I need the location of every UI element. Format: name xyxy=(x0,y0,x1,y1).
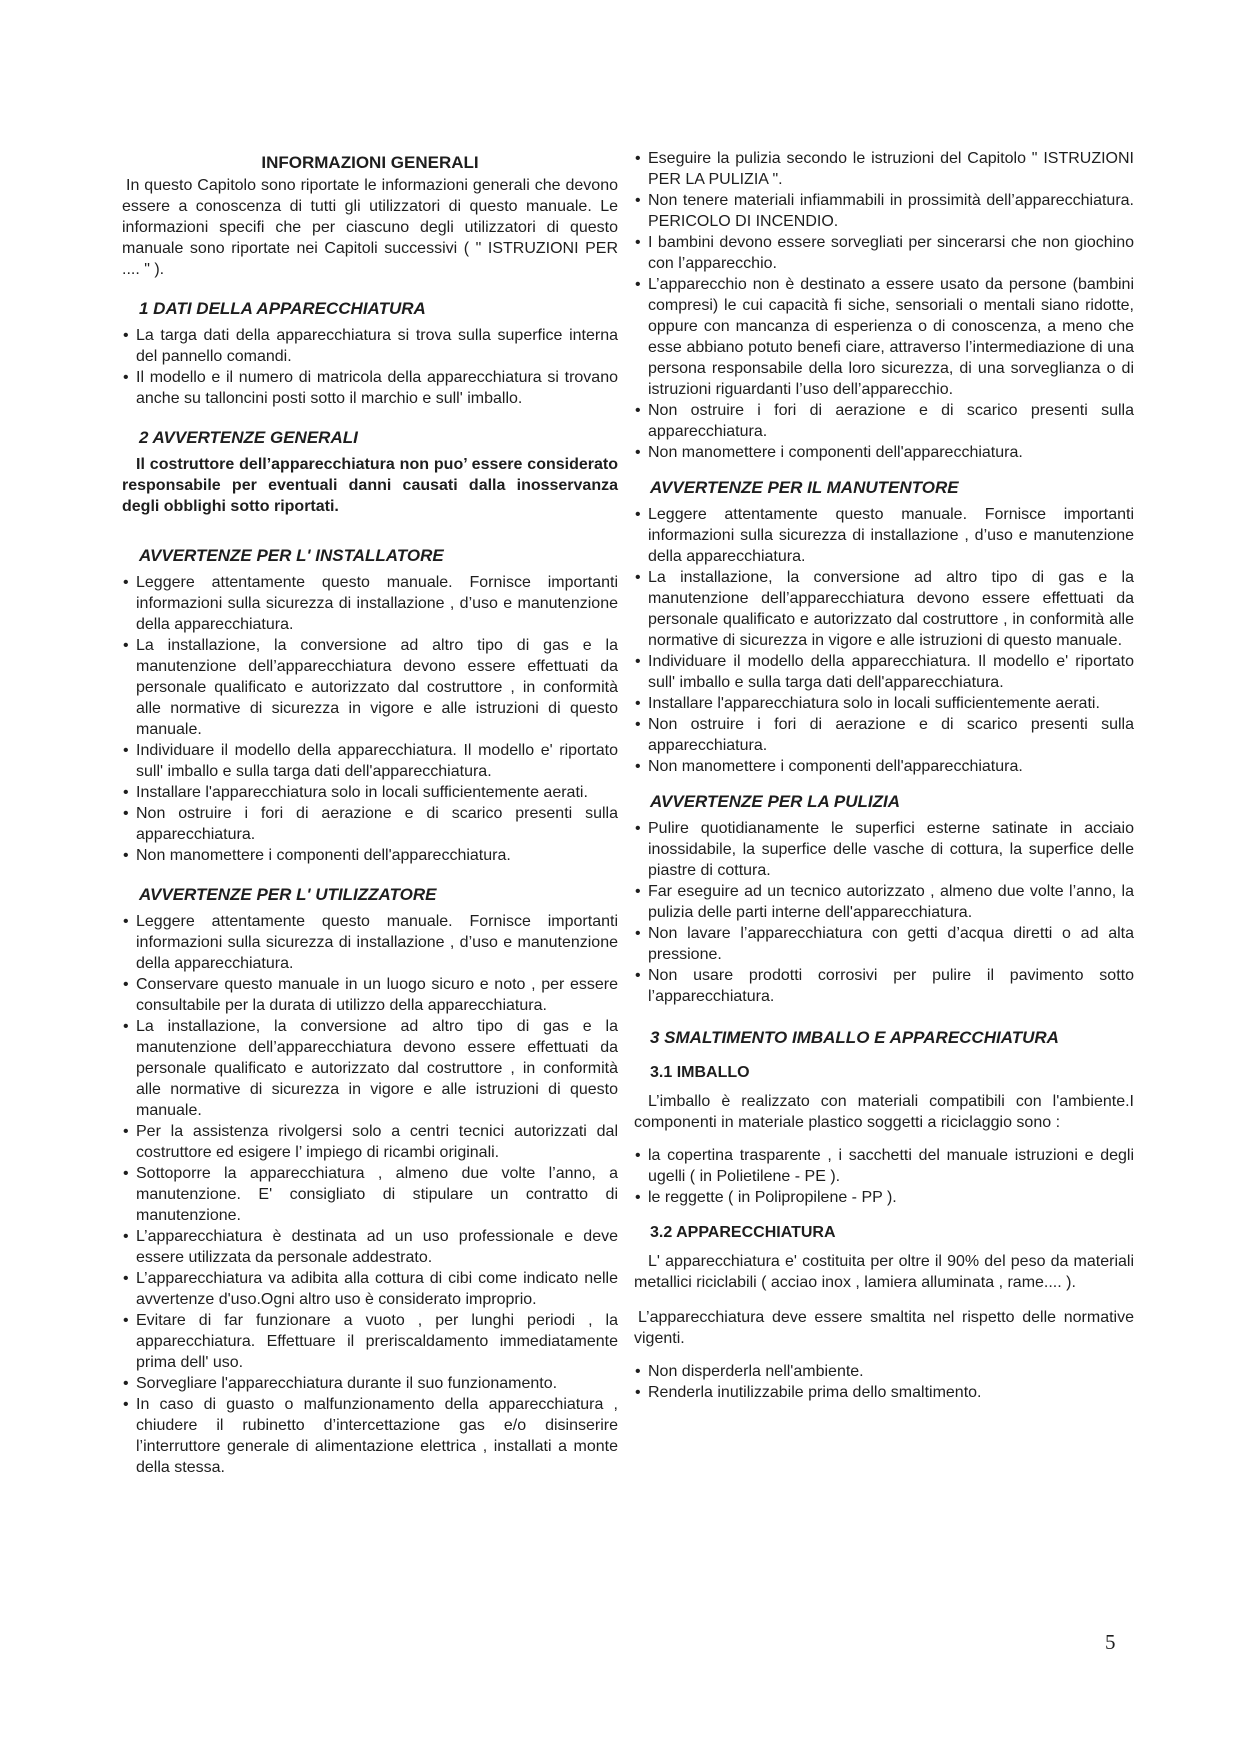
packaging-list xyxy=(634,1145,1134,1208)
list-item: • le reggette ( in Polipropilene - PP ). xyxy=(634,1187,1134,1208)
left-column xyxy=(122,148,618,1478)
list-item: • La installazione, la conversione ad altro tipo di gas e la manutenzione dell’apparecchiatura devono essere effettuati da personale qualificato e autorizzato dal costruttore , in conformità alle normative di sicurezza in vigore e alle istruzioni di questo manuale. xyxy=(634,567,1134,651)
user-heading: AVVERTENZE PER L' UTILIZZATORE xyxy=(139,885,437,904)
list-item: • Leggere attentamente questo manuale. Fornisce importanti informazioni sulla sicurezza di installazione , d’uso e manutenzione della apparecchiatura. xyxy=(122,572,618,635)
list-item: • I bambini devono essere sorvegliati per sincerarsi che non giochino con l’apparecchio. xyxy=(634,232,1134,274)
list-item: • Non disperderla nell'ambiente. xyxy=(634,1361,1134,1382)
list-item: • Non manomettere i componenti dell'apparecchiatura. xyxy=(122,845,618,866)
list-item: • L’apparecchiatura è destinata ad un uso professionale e deve essere utilizzata da personale addestrato. xyxy=(122,1226,618,1268)
list-item: • Sorvegliare l'apparecchiatura durante il suo funzionamento. xyxy=(122,1373,618,1394)
section-2-heading: 2 AVVERTENZE GENERALI xyxy=(139,428,358,447)
list-item: • Non lavare l’apparecchiatura con getti d’acqua diretti o ad alta pressione. xyxy=(634,923,1134,965)
list-item: • Installare l'apparecchiatura solo in locali sufficientemente aerati. xyxy=(122,782,618,803)
list-item: • Far eseguire ad un tecnico autorizzato , almeno due volte l’anno, la pulizia delle parti interne dell'apparecchiatura. xyxy=(634,881,1134,923)
list-item: • Renderla inutilizzabile prima dello smaltimento. xyxy=(634,1382,1134,1403)
list-item: • Conservare questo manuale in un luogo sicuro e noto , per essere consultabile per la durata di utilizzo della apparecchiatura. xyxy=(122,974,618,1016)
list-item: • Non usare prodotti corrosivi per pulire il pavimento sotto l’apparecchiatura. xyxy=(634,965,1134,1007)
list-item: • Eseguire la pulizia secondo le istruzioni del Capitolo " ISTRUZIONI PER LA PULIZIA ". xyxy=(634,148,1134,190)
section-1-heading: 1 DATI DELLA APPARECCHIATURA xyxy=(139,299,426,318)
list-item: • Non ostruire i fori di aerazione e di scarico presenti sulla apparecchiatura. xyxy=(122,803,618,845)
list-item: • Per la assistenza rivolgersi solo a centri tecnici autorizzati dal costruttore ed esigere l’ impiego di ricambi originali. xyxy=(122,1121,618,1163)
section-1-list xyxy=(122,325,618,409)
list-item: • Evitare di far funzionare a vuoto , per lunghi periodi , la apparecchiatura. Effettuare il preriscaldamento immediatamente prima dell' uso. xyxy=(122,1310,618,1373)
right-column xyxy=(634,148,1134,1403)
list-item: • Individuare il modello della apparecchiatura. Il modello e' riportato sull' imballo e sulla targa dati dell'apparecchiatura. xyxy=(122,740,618,782)
general-warnings-list xyxy=(634,148,1134,463)
cleaning-heading: AVVERTENZE PER LA PULIZIA xyxy=(650,792,900,811)
disclaimer-paragraph: Il costruttore dell’apparecchiatura non puo’ essere considerato responsabile per eventuali danni causati dalla inosservanza degli obblighi sotto riportati. xyxy=(122,456,618,515)
list-item: • Installare l'apparecchiatura solo in locali sufficientemente aerati. xyxy=(634,693,1134,714)
list-item: • Leggere attentamente questo manuale. Fornisce importanti informazioni sulla sicurezza di installazione , d’uso e manutenzione della apparecchiatura. xyxy=(122,911,618,974)
cleaning-list xyxy=(634,818,1134,1007)
list-item: • La installazione, la conversione ad altro tipo di gas e la manutenzione dell’apparecchiatura devono essere effettuati da personale qualificato e autorizzato dal costruttore , in conformità alle normative di sicurezza in vigore e alle istruzioni di questo manuale. xyxy=(122,1016,618,1121)
list-item: • Pulire quotidianamente le superfici esterne satinate in acciaio inossidabile, la superfice delle vasche di cottura, la superfice delle piastre di cottura. xyxy=(634,818,1134,881)
list-item: • Non ostruire i fori di aerazione e di scarico presenti sulla apparecchiatura. xyxy=(634,714,1134,756)
list-item: • In caso di guasto o malfunzionamento della apparecchiatura , chiudere il rubinetto d’intercettazione gas e/o disinserire l’interruttore generale di alimentazione elettrica , installati a monte della stessa. xyxy=(122,1394,618,1478)
installer-list xyxy=(122,572,618,866)
user-list xyxy=(122,911,618,1478)
page-number: 5 xyxy=(1105,1630,1116,1654)
intro-paragraph: In questo Capitolo sono riportate le informazioni generali che devono essere a conoscenza di tutti gli utilizzatori di questo manuale. Le informazioni specifi che per ciascuno degli utilizzatori di questo manuale sono riportate nei Capitoli successivi ( " ISTRUZIONI PER .... " ). xyxy=(122,177,618,278)
disposal-paragraph: L’apparecchiatura deve essere smaltita nel rispetto delle normative vigenti. xyxy=(634,1309,1134,1347)
disposal-list xyxy=(634,1361,1134,1403)
list-item: • La targa dati della apparecchiatura si trova sulla superfice interna del pannello comandi. xyxy=(122,325,618,367)
equipment-paragraph: L' apparecchiatura e' costituita per oltre il 90% del peso da materiali metallici riciclabili ( acciao inox , lamiera alluminata , rame.... ). xyxy=(634,1253,1134,1291)
section-3-2-heading: 3.2 APPARECCHIATURA xyxy=(650,1224,836,1241)
section-3-heading: 3 SMALTIMENTO IMBALLO E APPARECCHIATURA xyxy=(650,1028,1059,1047)
list-item: • L’apparecchio non è destinato a essere usato da persone (bambini compresi) le cui capacità fi siche, sensoriali o mentali siano ridotte, oppure con mancanza di esperienza o di conoscenza, a meno che esse abbiano potuto benefi ciare, attraverso l’intermediazione di una persona responsabile della loro sicurezza, di una sorveglianza o di istruzioni riguardanti l’uso dell’apparecchio. xyxy=(634,274,1134,400)
list-item: • Sottoporre la apparecchiatura , almeno due volte l’anno, a manutenzione. E' consigliato di stipulare un contratto di manutenzione. xyxy=(122,1163,618,1226)
packaging-paragraph: L’imballo è realizzato con materiali compatibili con l'ambiente.I componenti in materiale plastico soggetti a riciclaggio sono : xyxy=(634,1093,1134,1131)
maintainer-heading: AVVERTENZE PER IL MANUTENTORE xyxy=(650,478,959,497)
maintainer-list xyxy=(634,504,1134,777)
list-item: • Leggere attentamente questo manuale. Fornisce importanti informazioni sulla sicurezza di installazione , d’uso e manutenzione della apparecchiatura. xyxy=(634,504,1134,567)
list-item: • L’apparecchiatura va adibita alla cottura di cibi come indicato nelle avvertenze d'uso.Ogni altro uso è considerato improprio. xyxy=(122,1268,618,1310)
list-item: • La installazione, la conversione ad altro tipo di gas e la manutenzione dell’apparecchiatura devono essere effettuati da personale qualificato e autorizzato dal costruttore , in conformità alle normative di sicurezza in vigore e alle istruzioni di questo manuale. xyxy=(122,635,618,740)
section-3-1-heading: 3.1 IMBALLO xyxy=(650,1064,750,1081)
page-title: INFORMAZIONI GENERALI xyxy=(261,153,479,172)
list-item: • Non manomettere i componenti dell'apparecchiatura. xyxy=(634,756,1134,777)
list-item: • la copertina trasparente , i sacchetti del manuale istruzioni e degli ugelli ( in Polietilene - PE ). xyxy=(634,1145,1134,1187)
list-item: • Non tenere materiali infiammabili in prossimità dell’apparecchiatura. PERICOLO DI INCENDIO. xyxy=(634,190,1134,232)
list-item: • Individuare il modello della apparecchiatura. Il modello e' riportato sull' imballo e sulla targa dati dell'apparecchiatura. xyxy=(634,651,1134,693)
installer-heading: AVVERTENZE PER L' INSTALLATORE xyxy=(139,546,444,565)
list-item: • Non manomettere i componenti dell'apparecchiatura. xyxy=(634,442,1134,463)
list-item: • Il modello e il numero di matricola della apparecchiatura si trovano anche su talloncini posti sotto il marchio e sull' imballo. xyxy=(122,367,618,409)
list-item: • Non ostruire i fori di aerazione e di scarico presenti sulla apparecchiatura. xyxy=(634,400,1134,442)
